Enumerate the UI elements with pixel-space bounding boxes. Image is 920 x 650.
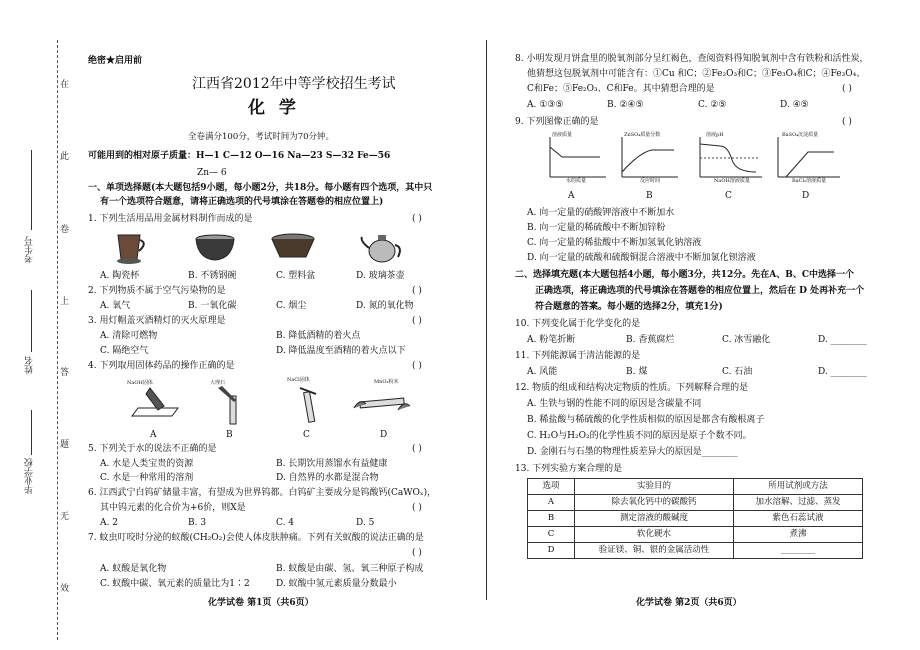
q6-option-b[interactable]: B. 3 — [188, 518, 207, 528]
table-cell: A — [528, 495, 575, 511]
q2-option-c[interactable]: C. 烟尘 — [276, 301, 307, 311]
q6-answer-paren[interactable]: ( ) — [412, 503, 422, 513]
section2-heading: 二、选择填充题(本大题包括4小题，每小题3分，共12分。先在A、B、C中选择一个 — [515, 270, 855, 280]
q9-option-d[interactable]: D. 向一定量的硫酸和硫酸铜混合溶液中不断加氯化钡溶液 — [527, 253, 756, 263]
q5-answer-paren[interactable]: ( ) — [412, 444, 422, 454]
q5-option-b[interactable]: B. 长期饮用蒸馏水有益健康 — [276, 459, 388, 469]
q3-stem: 3. 用灯帽盖灭酒精灯的灭火原理是 — [88, 316, 226, 326]
q4-answer-paren[interactable]: ( ) — [412, 361, 422, 371]
q10-option-c[interactable]: C. 冰雪融化 — [722, 335, 771, 345]
footer-right: 化学试卷 第2页（共6页） — [636, 598, 742, 608]
q9-ylabel-b: ZnSO₄质量分数 — [624, 132, 661, 138]
q4-option-a[interactable]: A — [150, 430, 157, 440]
q12-stem: 12. 物质的组成和结构决定物质的性质。下列解释合理的是 — [515, 383, 749, 393]
q9-xlabel-c: NaOH溶液质量 — [714, 178, 750, 184]
side-char: 在 — [60, 80, 70, 90]
q4-option-c[interactable]: C — [303, 430, 310, 440]
subject-title: 化 学 — [248, 98, 300, 118]
q9-letter-b: B — [646, 191, 653, 201]
q3-option-c[interactable]: C. 隔绝空气 — [100, 346, 149, 356]
q8-stem: 8. 小明发现月饼盒里的脱氧剂部分呈红褐色，查阅资料得知脱氧剂中含有铁粉和活性炭， — [515, 54, 869, 64]
q1-option-b[interactable]: B. 不锈钢碗 — [188, 271, 237, 281]
q9-xlabel-b: 反应时间 — [640, 178, 661, 184]
q9-ylabel-c: 溶液pH — [706, 132, 724, 138]
side-char: 答 — [60, 368, 70, 378]
q1-option-d[interactable]: D. 玻璃茶壶 — [356, 271, 405, 281]
q9-option-b[interactable]: B. 向一定量的稀硫酸中不断加锌粉 — [527, 223, 666, 233]
table-cell: 紫色石蕊试液 — [734, 511, 863, 527]
table-row — [528, 495, 863, 511]
q9-answer-paren[interactable]: ( ) — [842, 117, 852, 127]
q7-answer-paren[interactable]: ( ) — [412, 548, 422, 558]
q5-stem: 5. 下列关于水的说法不正确的是 — [88, 444, 217, 454]
side-char: 题 — [60, 440, 70, 450]
q3-option-b[interactable]: B. 降低酒精的着火点 — [276, 331, 361, 341]
q11-option-a[interactable]: A. 风能 — [527, 367, 558, 377]
q2-option-a[interactable]: A. 氧气 — [100, 301, 131, 311]
side-char: 上 — [60, 297, 70, 307]
q9-option-c[interactable]: C. 向一定量的稀盐酸中不断加氢氧化钠溶液 — [527, 238, 702, 248]
q6-stem: 6. 江西武宁白钨矿储量丰富，有望成为世界钨都。白钨矿主要成分是钨酸钙(CaWOₓ)， — [88, 488, 437, 498]
q12-option-a[interactable]: A. 生铁与钢的性能不同的原因是含碳量不同 — [527, 399, 702, 409]
q3-option-a[interactable]: A. 清除可燃物 — [100, 331, 158, 341]
q5-option-c[interactable]: C. 水是一种常用的溶剂 — [100, 473, 194, 483]
q12-option-b[interactable]: B. 稀盐酸与稀硫酸的化学性质相似的原因是都含有酸根离子 — [527, 415, 765, 425]
q11-option-b[interactable]: B. 煤 — [626, 367, 648, 377]
table-cell: 除去氧化钙中的碳酸钙 — [575, 495, 734, 511]
q9-ylabel-d: BaSO₄沉淀质量 — [782, 132, 819, 138]
school-line[interactable] — [31, 410, 32, 455]
q10-stem: 10. 下列变化属于化学变化的是 — [515, 319, 641, 329]
q13-stem: 13. 下列实验方案合理的是 — [515, 464, 623, 474]
q7-option-c[interactable]: C. 蚁酸中碳、氧元素的质量比为1∶2 — [100, 579, 250, 589]
table-row — [528, 543, 863, 559]
table-header: 实验目的 — [575, 479, 734, 495]
table-cell: 加水溶解、过滤、蒸发 — [734, 495, 863, 511]
q13-answer-blank[interactable]: ________ — [734, 543, 863, 559]
page-divider — [486, 40, 487, 600]
q8-stem-3: C和Fe；⑤Fe₂O₃、C和Fe。其中猜想合理的是 — [527, 84, 715, 94]
plastic-basin-icon — [270, 233, 316, 261]
section2-heading-2: 正确选项，将正确选项的代号填涂在答题卷的相应位置上，然后在 D 处再补充一个 — [535, 286, 865, 296]
q6-option-d[interactable]: D. 5 — [356, 518, 375, 528]
q2-answer-paren[interactable]: ( ) — [412, 286, 422, 296]
section1-heading-2: 有一个选项符合题意，请将正确选项的代号填涂在答题卷的相应位置上) — [100, 197, 384, 207]
q7-option-b[interactable]: B. 蚁酸是由碳、氢、氧三种原子构成 — [276, 564, 424, 574]
atomic-masses: 可能用到的相对原子质量：H—1 C—12 O—16 Na—23 S—32 Fe—56 — [88, 151, 391, 161]
exam-info: 全卷满分100分，考试时间为70分钟。 — [188, 132, 335, 142]
ceramic-cup-icon — [112, 231, 148, 265]
q8-stem-2: 他猜想这包脱氧剂中可能含有：①Cu 和C；②Fe₂O₃和C；③Fe₃O₄和C；④Fe₃O₄、 — [527, 69, 866, 79]
q8-answer-paren[interactable]: ( ) — [842, 84, 852, 94]
section1-heading: 一、单项选择题(本大题包括9小题，每小题2分，共18分。每小题有四个选项，其中只 — [88, 183, 433, 193]
q9-letter-c: C — [725, 191, 732, 201]
table-cell: D — [528, 543, 575, 559]
q9-letter-a: A — [568, 191, 575, 201]
q9-ylabel-a: 溶液质量 — [552, 132, 573, 138]
q1-option-c[interactable]: C. 塑料盆 — [276, 271, 316, 281]
exam-no-label: 考生号 — [25, 236, 35, 263]
table-cell: 煮沸 — [734, 527, 863, 543]
q1-answer-paren[interactable]: ( ) — [412, 214, 422, 224]
q7-option-d[interactable]: D. 蚁酸中氢元素质量分数最小 — [276, 579, 397, 589]
q4-label-a: NaOH固体 — [127, 380, 153, 386]
q11-option-c[interactable]: C. 石油 — [722, 367, 753, 377]
side-char: 此 — [60, 152, 70, 162]
table-cell: 测定溶液的酸碱度 — [575, 511, 734, 527]
paper-trough-icon — [352, 390, 412, 420]
name-line[interactable] — [31, 290, 32, 352]
q6-option-a[interactable]: A. 2 — [100, 518, 118, 528]
q11-option-d[interactable]: D. ________ — [818, 367, 867, 377]
table-cell: 验证镁、铜、银的金属活动性 — [575, 543, 734, 559]
q13-table — [527, 478, 863, 559]
q9-letter-d: D — [802, 191, 810, 201]
q4-stem: 4. 下列取用固体药品的操作正确的是 — [88, 361, 235, 371]
exam-title: 江西省2012年中等学校招生考试 — [192, 76, 396, 92]
q9-option-a[interactable]: A. 向一定量的硝酸钾溶液中不断加水 — [527, 208, 675, 218]
q8-option-b[interactable]: B. ②④⑤ — [607, 100, 644, 110]
q5-option-d[interactable]: D. 自然界的水都是混合物 — [276, 473, 379, 483]
q8-option-a[interactable]: A. ①③⑤ — [527, 100, 564, 110]
binding-dashed-line — [57, 40, 58, 640]
name-label: 姓名 — [25, 356, 35, 374]
q10-option-d[interactable]: D. ________ — [818, 335, 867, 345]
tube-tongs-icon — [214, 386, 254, 426]
q8-option-d[interactable]: D. ④⑤ — [780, 100, 809, 110]
q3-answer-paren[interactable]: ( ) — [412, 316, 422, 326]
side-char: 效 — [60, 584, 70, 594]
hand-paper-weighing-icon — [130, 386, 180, 422]
q2-option-d[interactable]: D. 氮的氧化物 — [356, 301, 414, 311]
q7-stem: 7. 蚊虫叮咬时分泌的蚁酸(CH₂O₂)会使人体皮肤肿痛。下列有关蚁酸的说法正确的是 — [88, 533, 424, 543]
q11-stem: 11. 下列能源属于清洁能源的是 — [515, 351, 641, 361]
spoon-tube-icon — [290, 386, 330, 426]
q1-option-a[interactable]: A. 陶瓷杯 — [100, 271, 140, 281]
q4-label-b: 大理石 — [210, 380, 226, 386]
table-header-row — [528, 479, 863, 495]
glass-teapot-icon — [360, 229, 404, 265]
table-cell: B — [528, 511, 575, 527]
q8-option-c[interactable]: C. ②⑤ — [698, 100, 727, 110]
q2-stem: 2. 下列物质不属于空气污染物的是 — [88, 286, 226, 296]
section2-heading-3: 符合题意的答案。每小题的选择2分，填充1分) — [535, 302, 723, 312]
table-header: 所用试剂或方法 — [734, 479, 863, 495]
table-row — [528, 511, 863, 527]
q6-option-c[interactable]: C. 4 — [276, 518, 295, 528]
q12-option-c[interactable]: C. H₂O与H₂O₂的化学性质不同的原因是原子个数不同。 — [527, 431, 752, 441]
confidential-label: 绝密★启用前 — [88, 56, 143, 66]
q9-xlabel-a: 水的质量 — [566, 178, 587, 184]
q9-xlabel-d: BaCl₂溶液质量 — [792, 178, 827, 184]
q10-option-a[interactable]: A. 粉笔折断 — [527, 335, 576, 345]
q9-stem: 9. 下列图像正确的是 — [515, 117, 599, 127]
table-header: 选项 — [528, 479, 575, 495]
side-char: 卷 — [60, 225, 70, 235]
q12-option-d[interactable]: D. 金刚石与石墨的物理性质差异大的原因是________ — [527, 447, 738, 457]
side-char: 无 — [60, 512, 70, 522]
q6-stem-2: 其中钨元素的化合价为+6价，则X是 — [100, 503, 246, 513]
steel-bowl-icon — [194, 233, 236, 263]
q4-option-d[interactable]: D — [380, 430, 388, 440]
school-label: 毕业学校 — [25, 458, 35, 494]
table-cell: C — [528, 527, 575, 543]
q7-option-a[interactable]: A. 蚁酸是氧化物 — [100, 564, 167, 574]
atomic-masses-2: Zn— 6 — [197, 168, 227, 178]
q5-option-a[interactable]: A. 水是人类宝贵的资源 — [100, 459, 194, 469]
q2-option-b[interactable]: B. 一氧化碳 — [188, 301, 237, 311]
q1-stem: 1. 下列生活用品用金属材料制作而成的是 — [88, 214, 253, 224]
footer-left: 化学试卷 第1页（共6页） — [208, 598, 314, 608]
exam-no-line[interactable] — [31, 150, 32, 230]
q3-option-d[interactable]: D. 降低温度至酒精的着火点以下 — [276, 346, 406, 356]
q4-label-c: NaCl固体 — [287, 377, 310, 383]
q4-option-b[interactable]: B — [226, 430, 233, 440]
table-row — [528, 527, 863, 543]
table-cell: 软化硬水 — [575, 527, 734, 543]
q10-option-b[interactable]: B. 香蕉腐烂 — [626, 335, 675, 345]
q4-label-d: MnO₂粉末 — [374, 379, 399, 385]
